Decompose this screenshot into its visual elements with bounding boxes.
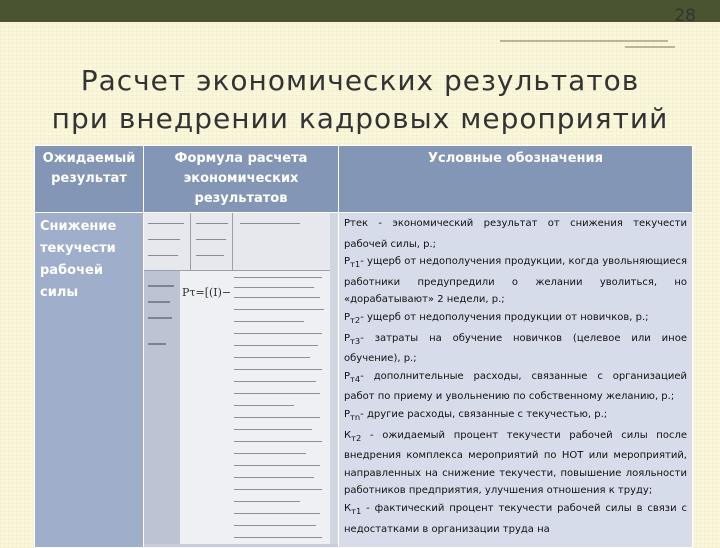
legend-item: Ртек - экономический результат от снижения текучести рабочей силы, р.; [344,218,687,250]
legend-item: $Р_{т3}-$ затраты на обучение новичков (целевое или иное обучение), р.; [344,332,687,365]
header-notation: Условные обозначения [339,146,693,213]
table-row [35,213,693,548]
legend-item: $Р_{т4}-$ дополнительные расходы, связанные с организацией работ по приему и увольнению по собственному желанию, р.; [344,370,687,403]
row-label-cell [35,213,144,548]
header-expected-result: Ожидаемый результат [35,146,144,213]
legend-item: $К_{т1}$ - фактический процент текучести рабочей силы в связи с недостатками в организации труда на [344,502,687,535]
legend-item: $Р_{т1}-$ ущерб от недополучения продукции, когда увольняющиеся работники предупредили о желании уволиться, но «дорабатывают» 2 недели, р.; [344,256,687,306]
decor-line [625,46,675,48]
legend-item: $Р_{т2}-$ ущерб от недополучения продукции от новичков, р.; [344,311,649,325]
slide-title [0,62,720,138]
title-line-2: при внедрении кадровых мероприятий [51,102,669,135]
row-label: Снижение текучести рабочей силы [40,219,117,300]
title-line-1: Расчет экономических результатов [80,64,640,97]
legend-item: $К_{т2}$ - ожидаемый процент текучести рабочей силы после внедрения комплекса мероприятий по НОТ или мероприятий, направленных на снижение текучести, повышение лояльности работников предприятия, улучшения отношения к труду; [344,429,687,497]
decor-line [500,40,668,42]
header-formula: Формула расчета экономических результатов [144,146,339,213]
formula-image [144,213,339,548]
legend-item: $Р_{тn}-$ другие расходы, связанные с текучестью, р.; [344,408,608,422]
slide-number: 28 [674,6,696,26]
formula-image-header [144,213,330,271]
top-bar [0,0,720,22]
notation-list [340,214,691,546]
notation-cell [339,213,693,548]
results-table [34,145,693,548]
formula-snippet: Рτ=[(Ι)− [182,286,232,299]
